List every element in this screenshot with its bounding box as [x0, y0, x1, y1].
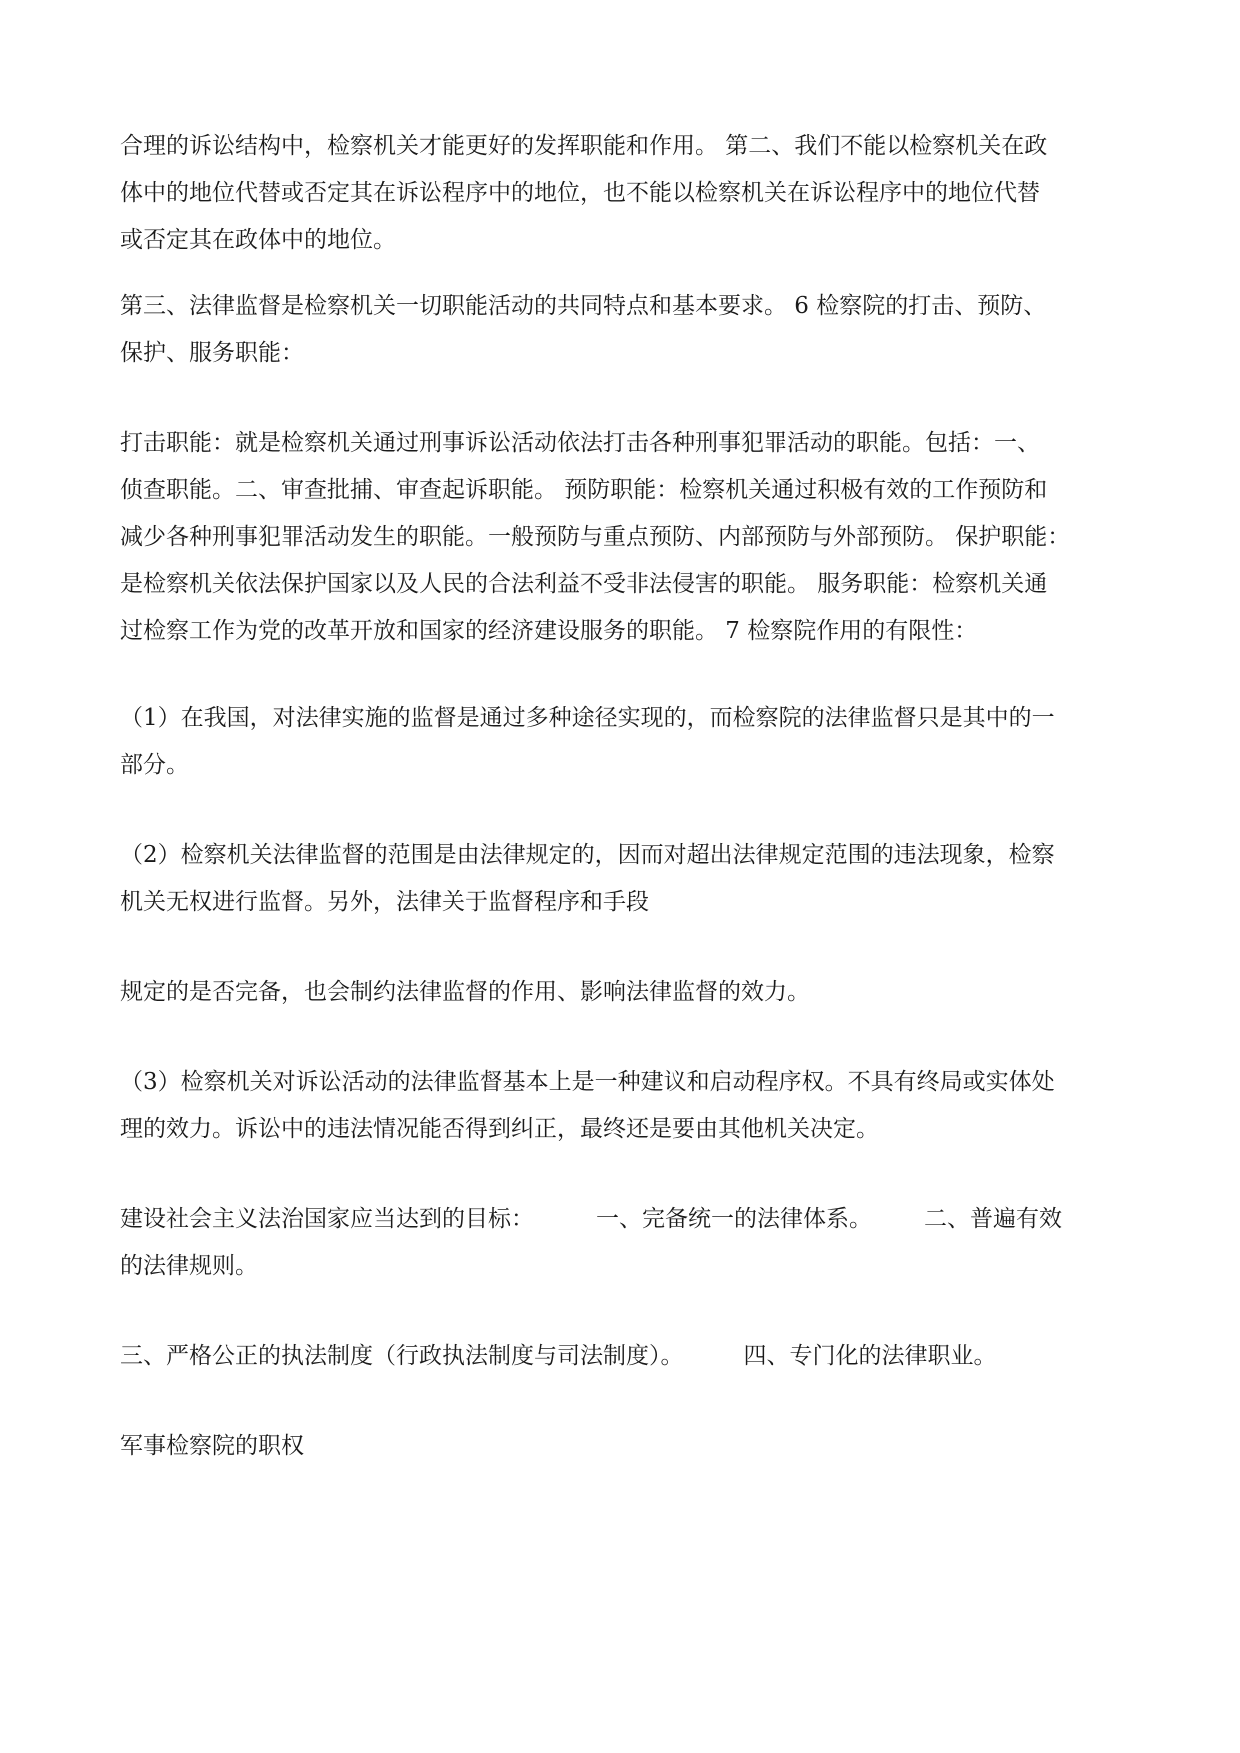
text-line: 保护、服务职能： — [120, 340, 304, 366]
paragraph-limitation-2 — [120, 832, 1122, 926]
paragraph-limitation-3 — [120, 1059, 1122, 1153]
text-line — [120, 1196, 1122, 1243]
goal-item-4: 四、专门化的法律职业。 — [743, 1343, 997, 1369]
goal-item-2: 二、普遍有效 — [924, 1206, 1062, 1232]
text-line: 第三、法律监督是检察机关一切职能活动的共同特点和基本要求。 6 检察院的打击、预防、 — [120, 293, 1047, 319]
paragraph-legal-supervision — [120, 283, 1122, 377]
text-line: 合理的诉讼结构中，检察机关才能更好的发挥职能和作用。 第二、我们不能以检察机关在政 — [120, 133, 1048, 159]
text-line: 侦查职能。二、审查批捕、审查起诉职能。 预防职能：检察机关通过积极有效的工作预防和 — [120, 477, 1048, 503]
text-line: 打击职能：就是检察机关通过刑事诉讼活动依法打击各种刑事犯罪活动的职能。包括：一、 — [120, 430, 1040, 456]
paragraph-limitation-1 — [120, 695, 1122, 789]
text-line: 规定的是否完备，也会制约法律监督的作用、影响法律监督的效力。 — [120, 979, 810, 1005]
paragraph-limitation-2-continued — [120, 969, 1122, 1016]
paragraph-rule-of-law-goals-continued — [120, 1333, 1122, 1380]
paragraph-rule-of-law-goals — [120, 1196, 1122, 1290]
text-line: 或否定其在政体中的地位。 — [120, 227, 396, 253]
text-line: 是检察机关依法保护国家以及人民的合法利益不受非法侵害的职能。 服务职能：检察机关通 — [120, 571, 1048, 597]
text-line: （1）在我国，对法律实施的监督是通过多种途径实现的，而检察院的法律监督只是其中的一 — [120, 705, 1055, 731]
text-line: 体中的地位代替或否定其在诉讼程序中的地位，也不能以检察机关在诉讼程序中的地位代替 — [120, 180, 1040, 206]
paragraph-litigation-structure — [120, 123, 1122, 264]
text-line: 过检察工作为党的改革开放和国家的经济建设服务的职能。 7 检察院作用的有限性： — [120, 618, 978, 644]
section-heading-military-procuratorate — [120, 1423, 1122, 1470]
text-line: 部分。 — [120, 752, 189, 778]
text-line — [120, 1333, 1122, 1380]
text-line: （2）检察机关法律监督的范围是由法律规定的，因而对超出法律规定范围的违法现象，检察 — [120, 842, 1055, 868]
goal-item-3: 三、严格公正的执法制度（行政执法制度与司法制度）。 — [120, 1343, 684, 1369]
text-line: （3）检察机关对诉讼活动的法律监督基本上是一种建议和启动程序权。不具有终局或实体处 — [120, 1069, 1055, 1095]
text-line: 机关无权进行监督。另外，法律关于监督程序和手段 — [120, 889, 649, 915]
paragraph-functions — [120, 420, 1122, 655]
text-line: 军事检察院的职权 — [120, 1433, 304, 1459]
text-line: 减少各种刑事犯罪活动发生的职能。一般预防与重点预防、内部预防与外部预防。 保护职能： — [120, 524, 1071, 550]
text-line: 的法律规则。 — [120, 1253, 258, 1279]
goal-item-1: 一、完备统一的法律体系。 — [596, 1206, 872, 1232]
text-line: 理的效力。诉讼中的违法情况能否得到纠正，最终还是要由其他机关决定。 — [120, 1116, 879, 1142]
goals-heading: 建设社会主义法治国家应当达到的目标： — [120, 1206, 534, 1232]
